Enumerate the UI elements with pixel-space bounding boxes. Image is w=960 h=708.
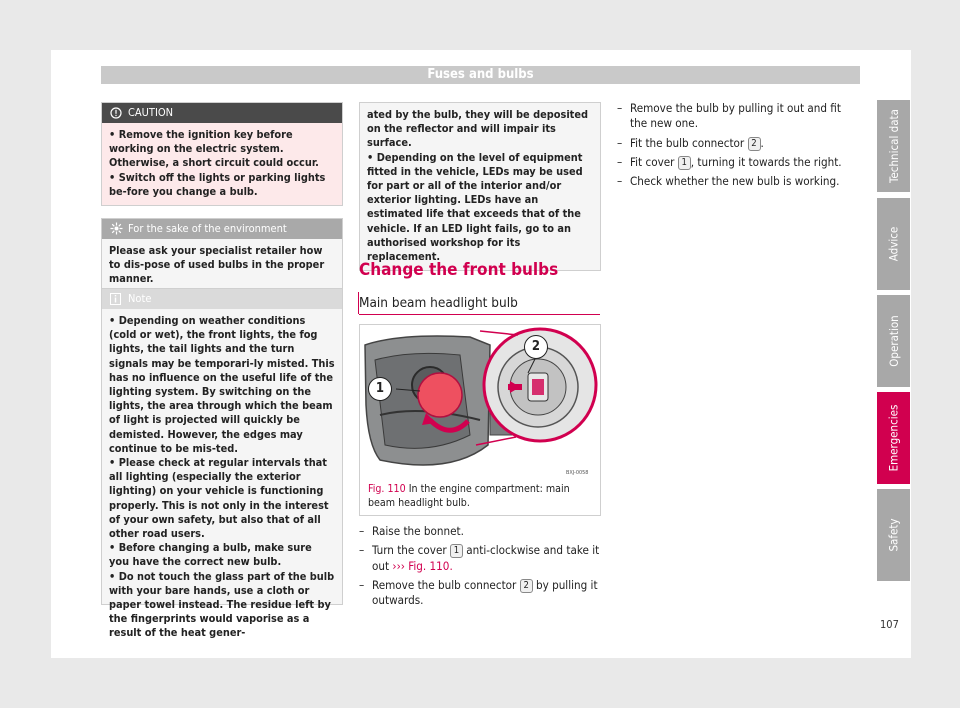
- note-box: [101, 288, 343, 640]
- note-header: [102, 289, 342, 309]
- caution-label: CAUTION: [128, 106, 174, 119]
- figure-code: BXJ-0058: [566, 470, 589, 476]
- note-continued-text: ated by the bulb, they will be deposited on the reflector and will impair its surface.: [367, 108, 589, 150]
- note-label: Note: [128, 292, 152, 305]
- figure-link[interactable]: ››› Fig. 110.: [392, 558, 453, 573]
- note-bullet: • Before changing a bulb, make sure you have the correct new bulb.: [109, 541, 312, 569]
- step-item: – Check whether the new bulb is working.: [617, 174, 840, 189]
- headlight-illustration: [360, 325, 600, 479]
- note-bullet: • Do not touch the glass part of the bulb with your bare hands, use a cloth or paper towel instead. The residue left by the fingerprints would vaporise as a result of the heat gener-: [109, 569, 335, 640]
- warning-circle-icon: [110, 103, 122, 125]
- caution-header: [102, 103, 342, 123]
- section-title: Change the front bulbs: [359, 260, 559, 280]
- figure-110: [359, 324, 601, 516]
- caution-bullet: • Remove the ignition key before working on the electric system. Otherwise, a short circuit could occur.: [109, 128, 319, 170]
- step-item: – Turn the cover 1 anti-clockwise and take it out ››› Fig. 110.: [359, 543, 600, 573]
- step-item: – Raise the bonnet.: [359, 524, 464, 538]
- callout-1: 1: [368, 377, 392, 401]
- steps-right: [617, 101, 849, 193]
- leaf-icon: [110, 219, 123, 241]
- step-item: – Fit cover 1 , turning it towards the right.: [617, 154, 842, 169]
- note-continuation-body: [360, 103, 600, 270]
- step-item: – Fit the bulb connector 2 .: [617, 135, 764, 150]
- steps-middle: [359, 524, 601, 612]
- environment-label: For the sake of the environment: [128, 222, 287, 235]
- tab-emergencies[interactable]: Emergencies: [877, 392, 910, 484]
- environment-header: [102, 219, 342, 239]
- page-number: 107: [880, 618, 899, 631]
- note-bullet: • Depending on the level of equipment fitted in the vehicle, LEDs may be used for part or all of the interior and/or exterior lighting. LEDs have an estimated life that exceeds that of the vehicle. If an LED light fails, go to an authorised workshop for its replacement.: [367, 150, 583, 264]
- callout-ref-2: 2: [748, 137, 761, 151]
- caution-body: [102, 123, 342, 205]
- tab-safety[interactable]: Safety: [877, 489, 910, 581]
- callout-ref-1: 1: [678, 156, 691, 170]
- caution-bullet: • Switch off the lights or parking lights be-fore you change a bulb.: [109, 170, 326, 198]
- step-item: – Remove the bulb connector 2 by pulling it outwards.: [359, 577, 598, 608]
- tab-operation[interactable]: Operation: [877, 295, 910, 387]
- caution-box: [101, 102, 343, 206]
- callout-ref-2: 2: [520, 579, 533, 593]
- info-icon: [110, 289, 121, 311]
- environment-body: Please ask your specialist retailer how to dis-pose of used bulbs in the proper manner.: [109, 244, 325, 286]
- note-continuation-box: [359, 102, 601, 271]
- page-header: Fuses and bulbs: [101, 66, 860, 84]
- tab-technical-data[interactable]: Technical data: [877, 100, 910, 192]
- note-bullet: • Please check at regular intervals that all lighting (especially the exterior lighting) on your vehicle is functioning properly. This is not only in the interest of your own safety, but also that of all other road users.: [109, 456, 329, 541]
- tab-advice[interactable]: Advice: [877, 198, 910, 290]
- step-item: – Remove the bulb by pulling it out and fit the new one.: [617, 101, 841, 131]
- section-subtitle: Main beam headlight bulb: [359, 295, 518, 311]
- callout-2: 2: [524, 335, 548, 359]
- callout-ref-1: 1: [450, 544, 463, 558]
- figure-label: Fig. 110: [368, 483, 406, 495]
- subtitle-rule: [359, 314, 600, 315]
- note-bullet: • Depending on weather conditions (cold or wet), the front lights, the fog lights, the tail lights and the turn signals may be temporari-ly misted. This has no influence on the useful life of the lighting system. By switching on the lights, the area through which the beam of light is projected will quickly be demisted. However, the edges may continue to be mis-ted.: [109, 314, 335, 455]
- environment-box: [101, 218, 343, 294]
- figure-caption: Fig. 110 In the engine compartment: main beam headlight bulb.: [368, 483, 570, 509]
- note-body: [102, 309, 342, 647]
